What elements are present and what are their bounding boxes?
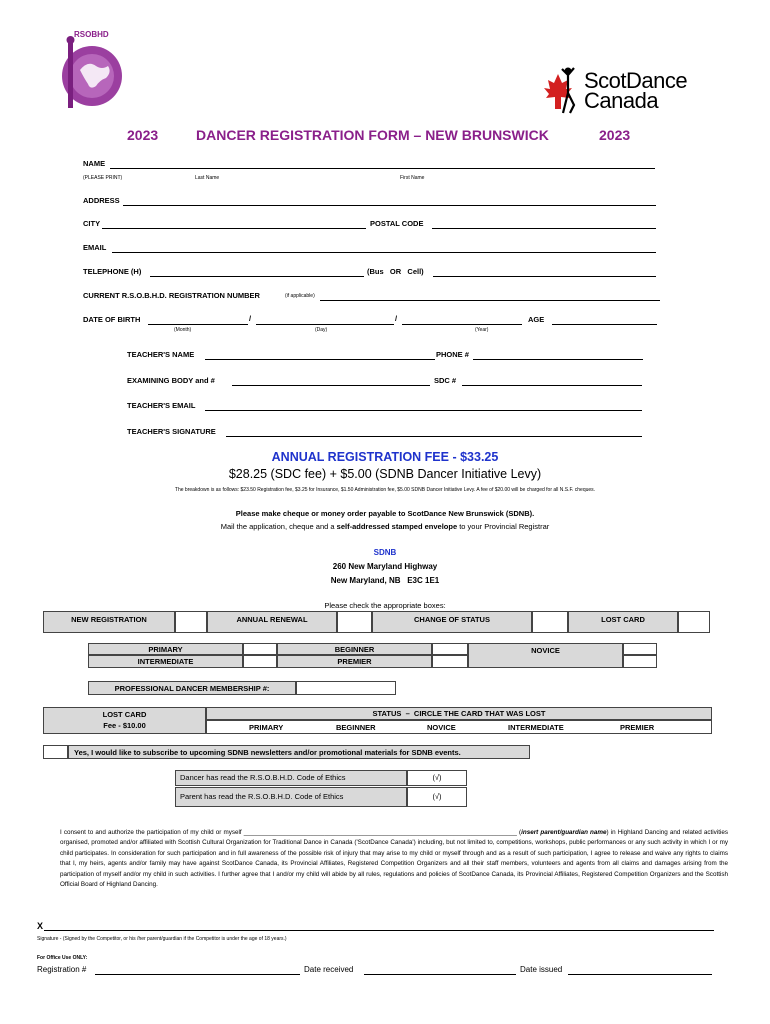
sdc-field[interactable] <box>462 377 642 386</box>
phone-field[interactable] <box>473 351 643 360</box>
status-intermediate[interactable]: INTERMEDIATE <box>508 723 564 732</box>
annual-renewal-checkbox[interactable] <box>337 611 372 633</box>
name-field[interactable] <box>110 160 655 169</box>
bus-cell-field[interactable] <box>433 268 656 277</box>
change-status-label: CHANGE OF STATUS <box>414 615 490 624</box>
registrar-org: SDNB <box>373 548 397 557</box>
consent-body: in Highland Dancing and related activities organised, promoted and/or affiliated with Scottish Cultural Organization for Traditional Dance in Canada ('ScotDance Canada') including, but not limited to, competitions, workshops, public performances or any such activity in which I or my child participates. In consideration for such participation and in full awareness of the possible risk of injury that may arise to my child or myself through and as a result of such participation, I agree to release and waive any rights to claims that I, my heirs, agents and/or family may have against ScotDance Canada, its Provincial Affiliates, Registered Competition Organizers and all their staff members, volunteers and agents from all claims and damages arising from the participation of myself and/or my child in such activities. I further agree that I and/or my child will abide by all rules, regulations and policies of ScotDance Canada, its Provincial Affiliates, Registered Competition Organizers and the Scottish Official Board of Highland Dancing. <box>60 829 729 889</box>
consent-paragraph <box>60 828 728 890</box>
scotdance-text-1: ScotDance <box>584 68 688 93</box>
address-label: ADDRESS <box>83 196 120 205</box>
premier-checkbox[interactable] <box>432 655 468 668</box>
city-field[interactable] <box>102 220 366 229</box>
signature-field[interactable] <box>44 922 714 931</box>
year-caption: (Year) <box>475 327 489 333</box>
beginner-label: BEGINNER <box>334 645 375 654</box>
consent-intro: I consent to and authorize the participation of my child or myself ______________________________________________________________________________ ( <box>60 829 522 836</box>
registration-number-field[interactable] <box>95 966 300 975</box>
sdc-label: SDC # <box>434 376 457 385</box>
change-status-checkbox[interactable] <box>532 611 568 633</box>
teacher-name-field[interactable] <box>205 351 435 360</box>
signature-caption: Signature - (Signed by the Competitor, or his /her parent/guardian if the Competitor is under the age of 18 years.) <box>37 936 287 942</box>
teacher-email-label: TEACHER'S EMAIL <box>127 401 196 410</box>
pro-membership-field[interactable] <box>296 681 396 695</box>
bus-cell-label: (Bus OR Cell) <box>367 267 424 276</box>
ethics-dancer-label: Dancer has read the R.S.O.B.H.D. Code of Ethics <box>180 773 346 782</box>
lost-card-2-label: LOST CARD <box>102 710 147 719</box>
ethics-parent-check: (√) <box>432 792 442 801</box>
annual-fee-heading: ANNUAL REGISTRATION FEE - $33.25 <box>271 450 499 464</box>
date-issued-label: Date issued <box>520 965 563 974</box>
dob-label: DATE OF BIRTH <box>83 315 141 324</box>
lost-card-checkbox[interactable] <box>678 611 710 633</box>
primary-label: PRIMARY <box>148 645 183 654</box>
first-name-caption: First Name <box>400 175 425 181</box>
mail-instruction <box>0 522 770 531</box>
premier-label: PREMIER <box>337 657 372 666</box>
rsobhd-logo <box>52 30 124 112</box>
rsobhd-number-label: CURRENT R.S.O.B.H.D. REGISTRATION NUMBER <box>83 291 260 300</box>
lost-card-fee-label: Fee - $10.00 <box>103 721 146 730</box>
beginner-checkbox[interactable] <box>432 643 468 655</box>
status-title-label: STATUS – CIRCLE THE CARD THAT WAS LOST <box>372 709 546 718</box>
registration-number-label: Registration # <box>37 965 87 974</box>
if-applicable-note: (if applicable) <box>285 293 315 299</box>
cheque-instruction: Please make cheque or money order payable to ScotDance New Brunswick (SDNB). <box>235 509 535 518</box>
last-name-caption: Last Name <box>195 175 220 181</box>
email-field[interactable] <box>112 244 656 253</box>
mail-instruction-post: to your Provincial Registrar <box>457 522 550 531</box>
new-registration-label: NEW REGISTRATION <box>71 615 147 624</box>
date-received-label: Date received <box>304 965 354 974</box>
address-field[interactable] <box>123 197 656 206</box>
intermediate-label: INTERMEDIATE <box>137 657 194 666</box>
date-issued-field[interactable] <box>568 966 712 975</box>
name-label: NAME <box>83 159 106 168</box>
lost-card-label: LOST CARD <box>601 615 645 624</box>
novice-checkbox-2[interactable] <box>623 655 657 668</box>
primary-checkbox[interactable] <box>243 643 277 655</box>
consent-insert: insert parent/guardian name <box>521 829 607 836</box>
newsletter-checkbox[interactable] <box>43 745 68 759</box>
scotdance-text-2: Canada <box>584 88 659 113</box>
postal-label: POSTAL CODE <box>370 219 424 228</box>
dob-day-field[interactable] <box>256 316 394 325</box>
status-novice[interactable]: NOVICE <box>427 723 456 732</box>
teacher-signature-field[interactable] <box>226 428 642 437</box>
fee-breakdown-small: The breakdown is as follows: $23.50 Registration fee, $3.25 for Insurance, $1.50 Administration fee, $5.00 SDNB Dancer Initiative Levy. A fee of $20.00 will be charged for all N.S.F. cheques. <box>174 487 596 493</box>
please-print-note: (PLEASE PRINT) <box>83 175 123 181</box>
mail-instruction-bold: self-addressed stamped envelope <box>336 522 458 531</box>
new-registration-checkbox[interactable] <box>175 611 207 633</box>
telephone-field[interactable] <box>150 268 364 277</box>
rsobhd-number-field[interactable] <box>320 292 660 301</box>
page-title: DANCER REGISTRATION FORM – NEW BRUNSWICK <box>196 127 549 143</box>
check-boxes-title: Please check the appropriate boxes: <box>324 601 446 610</box>
newsletter-label: Yes, I would like to subscribe to upcoming SDNB newsletters and/or promotional materials for SDNB events. <box>74 748 461 757</box>
novice-label: NOVICE <box>531 646 560 655</box>
fee-breakdown-big: $28.25 (SDC fee) + $5.00 (SDNB Dancer Initiative Levy) <box>228 467 542 481</box>
dob-slash-2: / <box>395 314 398 323</box>
registrar-address-2: New Maryland, NB E3C 1E1 <box>330 576 440 585</box>
dob-slash-1: / <box>249 314 252 323</box>
postal-field[interactable] <box>432 220 656 229</box>
ethics-parent-label: Parent has read the R.S.O.B.H.D. Code of Ethics <box>180 792 344 801</box>
novice-checkbox[interactable] <box>623 643 657 655</box>
consent-close: ) <box>606 829 609 836</box>
status-beginner[interactable]: BEGINNER <box>336 723 376 732</box>
phone-label: PHONE # <box>436 350 469 359</box>
age-field[interactable] <box>552 316 657 325</box>
office-use-title: For Office Use ONLY: <box>37 955 88 961</box>
registrar-address-1: 260 New Maryland Highway <box>332 562 438 571</box>
ethics-dancer-check: (√) <box>432 773 442 782</box>
title-year-right: 2023 <box>599 127 631 143</box>
intermediate-checkbox[interactable] <box>243 655 277 668</box>
annual-renewal-label: ANNUAL RENEWAL <box>236 615 308 624</box>
teacher-email-field[interactable] <box>205 402 642 411</box>
pro-membership-label: PROFESSIONAL DANCER MEMBERSHIP #: <box>114 684 270 693</box>
rsobhd-text: RSOBHD <box>74 30 109 39</box>
dob-month-field[interactable] <box>148 316 248 325</box>
month-caption: (Month) <box>174 327 192 333</box>
dob-year-field[interactable] <box>402 316 522 325</box>
exam-body-field[interactable] <box>232 377 430 386</box>
email-label: EMAIL <box>83 243 107 252</box>
teacher-name-label: TEACHER'S NAME <box>127 350 195 359</box>
title-year-left: 2023 <box>127 127 159 143</box>
scotdance-logo <box>540 66 688 118</box>
signature-x: X <box>37 921 44 931</box>
day-caption: (Day) <box>315 327 328 333</box>
status-primary[interactable]: PRIMARY <box>249 723 284 732</box>
status-premier[interactable]: PREMIER <box>620 723 655 732</box>
teacher-signature-label: TEACHER'S SIGNATURE <box>127 427 216 436</box>
mail-instruction-pre: Mail the application, cheque and a <box>220 522 337 531</box>
age-label: AGE <box>528 315 545 324</box>
exam-body-label: EXAMINING BODY and # <box>127 376 215 385</box>
telephone-label: TELEPHONE (H) <box>83 267 142 276</box>
city-label: CITY <box>83 219 101 228</box>
date-received-field[interactable] <box>364 966 516 975</box>
